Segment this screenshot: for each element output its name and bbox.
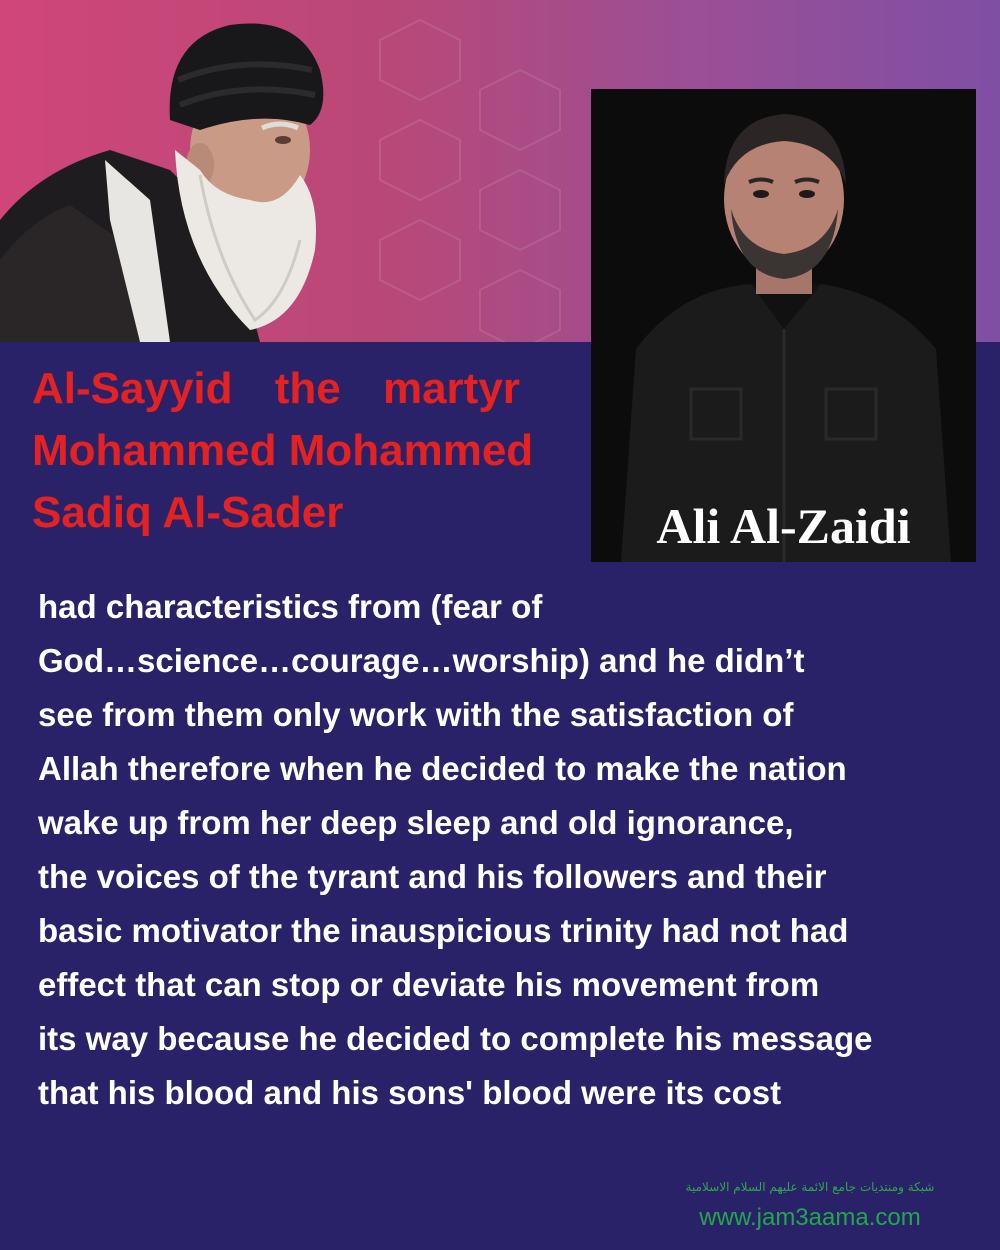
network-name-arabic: شبكة ومنتديات جامع الائمة عليهم السلام الاسلامية xyxy=(685,1180,935,1194)
body-line: the voices of the tyrant and his followers and their xyxy=(38,858,827,895)
body-line: basic motivator the inauspicious trinity had not had xyxy=(38,912,849,949)
body-line: had characteristics from (fear of xyxy=(38,588,543,625)
body-line: Allah therefore when he decided to make the nation xyxy=(38,750,847,787)
body-line: effect that can stop or deviate his movement from xyxy=(38,966,820,1003)
subject-title xyxy=(32,358,582,544)
subject-title-line: Sadiq Al-Sader xyxy=(32,488,344,537)
body-line: wake up from her deep sleep and old ignorance, xyxy=(38,804,794,841)
website-url[interactable]: www.jam3aama.com xyxy=(699,1204,921,1231)
body-line: that his blood and his sons' blood were its cost xyxy=(38,1074,782,1111)
subject-title-line: Mohammed Mohammed xyxy=(32,426,534,475)
body-paragraph xyxy=(38,580,973,1120)
author-photo-figure xyxy=(591,89,976,562)
author-name: Ali Al-Zaidi xyxy=(656,498,911,554)
body-line: see from them only work with the satisfaction of xyxy=(38,696,794,733)
body-line: its way because he decided to complete his message xyxy=(38,1020,873,1057)
author-photo xyxy=(591,89,976,562)
subject-title-line: Al-Sayyid the martyr xyxy=(32,364,520,413)
cleric-portrait-illustration xyxy=(0,0,340,342)
body-line: God…science…courage…worship) and he didn’t xyxy=(38,642,805,679)
